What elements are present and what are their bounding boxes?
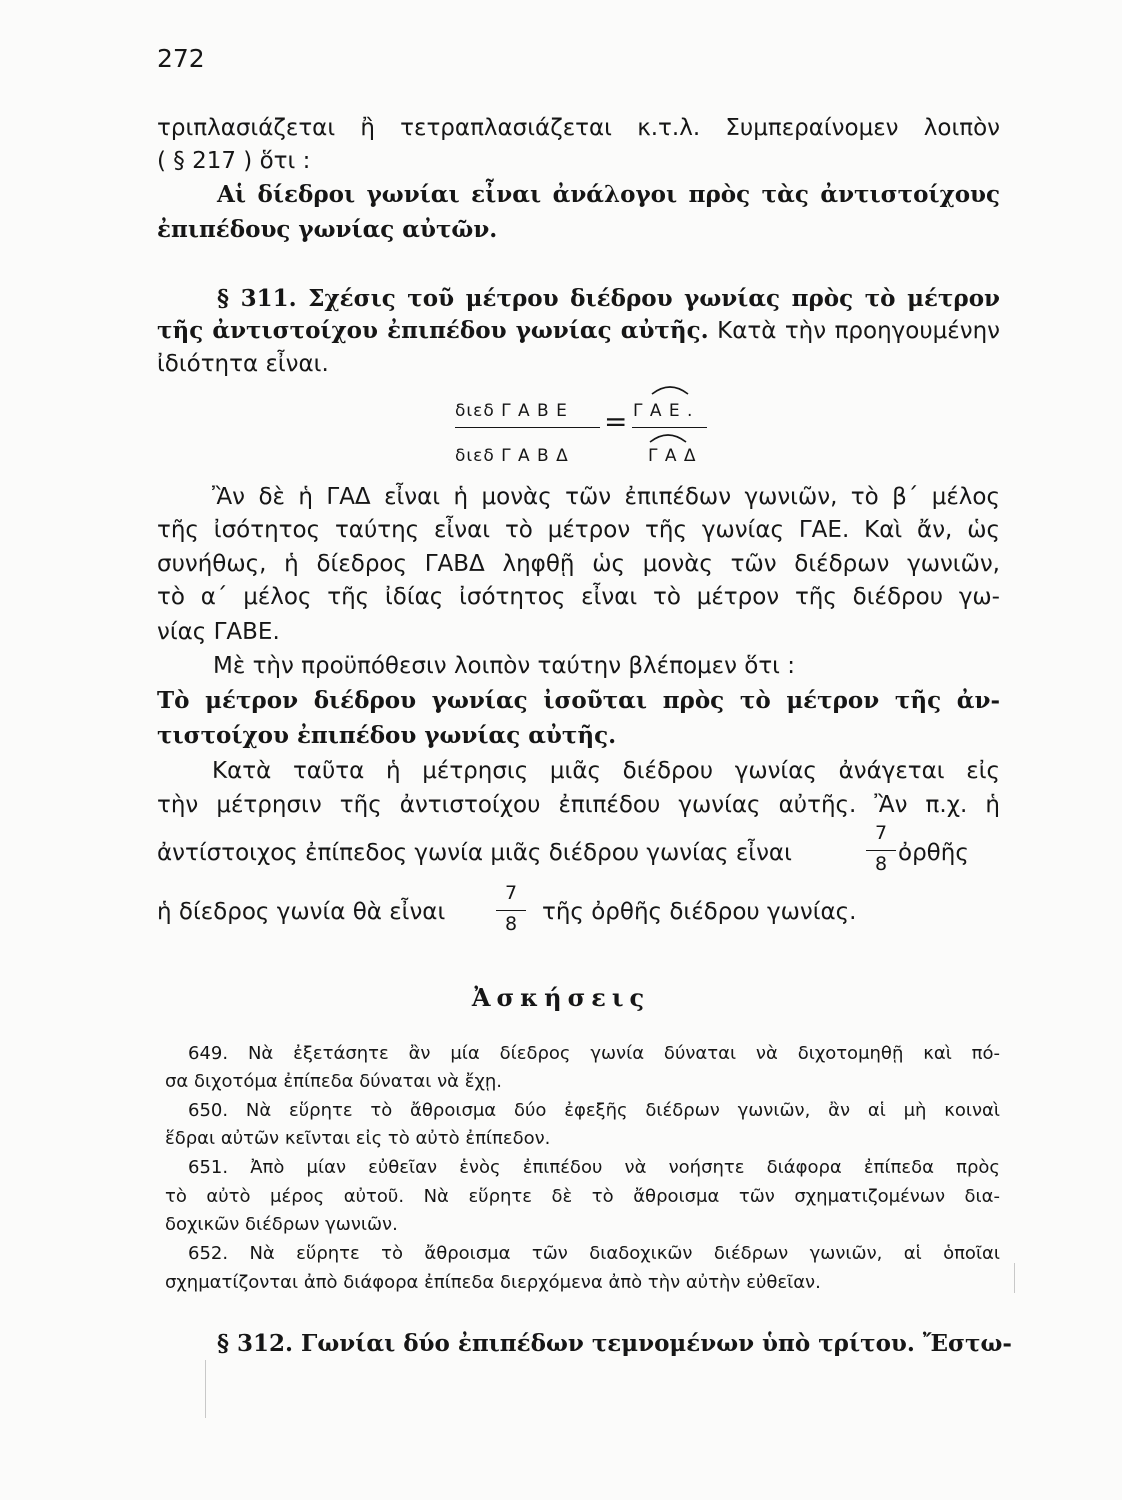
exercise-650-line-1: 650. Νὰ εὕρητε τὸ ἄθροισμα δύο ἐφεξῆς διέδρων γωνιῶν, ἂν αἱ μὴ κοιναὶ	[188, 1100, 1000, 1121]
section-311-line-2	[157, 316, 1000, 346]
section-312-heading: § 312. Γωνίαι δύο ἐπιπέδων τεμνομένων ὑπὸ τρίτου. Ἔστω-	[217, 1330, 1012, 1357]
margin-mark	[205, 1360, 206, 1418]
formula-left-denominator: διεδ Γ Α Β Δ	[455, 446, 569, 466]
formula-left-numerator: διεδ Γ Α Β Ε	[455, 401, 568, 421]
fraction-denominator: 8	[504, 913, 518, 935]
fraction-bar	[866, 850, 896, 851]
theorem-statement-line-1: Αἱ δίεδροι γωνίαι εἶναι ἀνάλογοι πρὸς τὰς ἀντιστοίχους	[217, 181, 1000, 208]
paragraph-2-line-3: συνήθως, ἡ δίεδρος ΓΑΒΔ ληφθῇ ὡς μονὰς τῶν διέδρων γωνιῶν,	[157, 551, 1000, 577]
fraction-seven-eighths	[866, 822, 896, 875]
fraction-seven-eighths	[496, 882, 526, 935]
exercise-649-line-2: σα διχοτόμα ἐπίπεδα δύναται νὰ ἔχῃ.	[165, 1071, 502, 1092]
section-311-heading-cont: τῆς ἀντιστοίχου ἐπιπέδου γωνίας αὐτῆς.	[157, 317, 709, 344]
angle-arc-icon	[650, 382, 690, 396]
paragraph-2-line-4: τὸ α΄ μέλος τῆς ἰδίας ἰσότητος εἶναι τὸ μέτρον τῆς διέδρου γω-	[157, 584, 1000, 610]
section-311-line-3: ἰδιότητα εἶναι.	[157, 351, 329, 377]
page-number: 272	[157, 44, 205, 73]
formula-equals-sign: =	[604, 405, 629, 438]
paragraph-4-line-3-end: ὀρθῆς	[898, 840, 969, 866]
intro-line-1: τριπλασιάζεται ἢ τετραπλασιάζεται κ.τ.λ. Συμπεραίνομεν λοιπὸν	[157, 115, 1000, 141]
formula-right-numerator: Γ Α Ε .	[633, 401, 694, 421]
paragraph-4-line-1: Κατὰ ταῦτα ἡ μέτρησις μιᾶς διέδρου γωνίας ἀνάγεται εἰς	[212, 758, 1000, 784]
paragraph-4-line-4-end: τῆς ὀρθῆς διέδρου γωνίας.	[542, 899, 857, 925]
section-311-heading: § 311. Σχέσις τοῦ μέτρου διέδρου γωνίας πρὸς τὸ μέτρον	[217, 285, 1000, 312]
paragraph-2-line-1: Ἂν δὲ ἡ ΓΑΔ εἶναι ἡ μονὰς τῶν ἐπιπέδων γωνιῶν, τὸ β΄ μέλος	[212, 484, 1000, 510]
exercise-651-line-3: δοχικῶν διέδρων γωνιῶν.	[165, 1214, 398, 1235]
exercises-heading: Ἀσκήσεις	[471, 983, 651, 1012]
paragraph-3-line-1: Μὲ τὴν προϋπόθεσιν λοιπὸν ταύτην βλέπομεν ὅτι :	[213, 653, 796, 679]
section-311-text: Κατὰ τὴν προηγουμένην	[717, 318, 1001, 344]
exercise-652-line-1: 652. Νὰ εὕρητε τὸ ἄθροισμα τῶν διαδοχικῶν διέδρων γωνιῶν, αἱ ὁποῖαι	[188, 1243, 1000, 1264]
formula-left-fraction-bar	[455, 427, 600, 428]
exercise-651-line-2: τὸ αὐτὸ μέρος αὐτοῦ. Νὰ εὕρητε δὲ τὸ ἄθροισμα τῶν σχηματιζομένων δια-	[165, 1186, 1000, 1207]
formula-right-denominator: Γ Α Δ	[648, 446, 697, 466]
fraction-denominator: 8	[874, 853, 888, 875]
exercise-652-line-2: σχηματίζονται ἀπὸ διάφορα ἐπίπεδα διερχόμενα ἀπὸ τὴν αὐτὴν εὐθεῖαν.	[165, 1272, 821, 1293]
fraction-numerator: 7	[874, 822, 888, 844]
paragraph-4-line-3-start: ἀντίστοιχος ἐπίπεδος γωνία μιᾶς διέδρου γωνίας εἶναι	[157, 840, 792, 866]
fraction-bar	[496, 910, 526, 911]
angle-arc-icon	[648, 430, 688, 444]
paragraph-4-line-4-start: ἡ δίεδρος γωνία θὰ εἶναι	[157, 899, 446, 925]
theorem-statement-2-line-2: τιστοίχου ἐπιπέδου γωνίας αὐτῆς.	[157, 722, 617, 749]
formula-right-fraction-bar	[632, 427, 707, 428]
margin-mark	[1014, 1263, 1015, 1293]
exercise-651-line-1: 651. Ἀπὸ μίαν εὐθεῖαν ἑνὸς ἐπιπέδου νὰ νοήσητε διάφορα ἐπίπεδα πρὸς	[188, 1157, 1000, 1178]
paragraph-4-line-2: τὴν μέτρησιν τῆς ἀντιστοίχου ἐπιπέδου γωνίας αὐτῆς. Ἂν π.χ. ἡ	[157, 792, 1000, 818]
intro-line-2: ( § 217 ) ὅτι :	[157, 148, 311, 174]
paragraph-2-line-2: τῆς ἰσότητος ταύτης εἶναι τὸ μέτρον τῆς γωνίας ΓΑΕ. Καὶ ἄν, ὡς	[157, 517, 1000, 543]
exercise-649-line-1: 649. Νὰ ἐξετάσητε ἂν μία δίεδρος γωνία δύναται νὰ διχοτομηθῇ καὶ πό-	[188, 1043, 1000, 1064]
theorem-statement-line-2: ἐπιπέδους γωνίας αὐτῶν.	[157, 216, 498, 243]
exercise-650-line-2: ἕδραι αὐτῶν κεῖνται εἰς τὸ αὐτὸ ἐπίπεδον.	[165, 1128, 551, 1149]
paragraph-2-line-5: νίας ΓΑΒΕ.	[157, 619, 280, 645]
theorem-statement-2-line-1: Τὸ μέτρον διέδρου γωνίας ἰσοῦται πρὸς τὸ μέτρον τῆς ἀν-	[157, 687, 1000, 714]
fraction-numerator: 7	[504, 882, 518, 904]
